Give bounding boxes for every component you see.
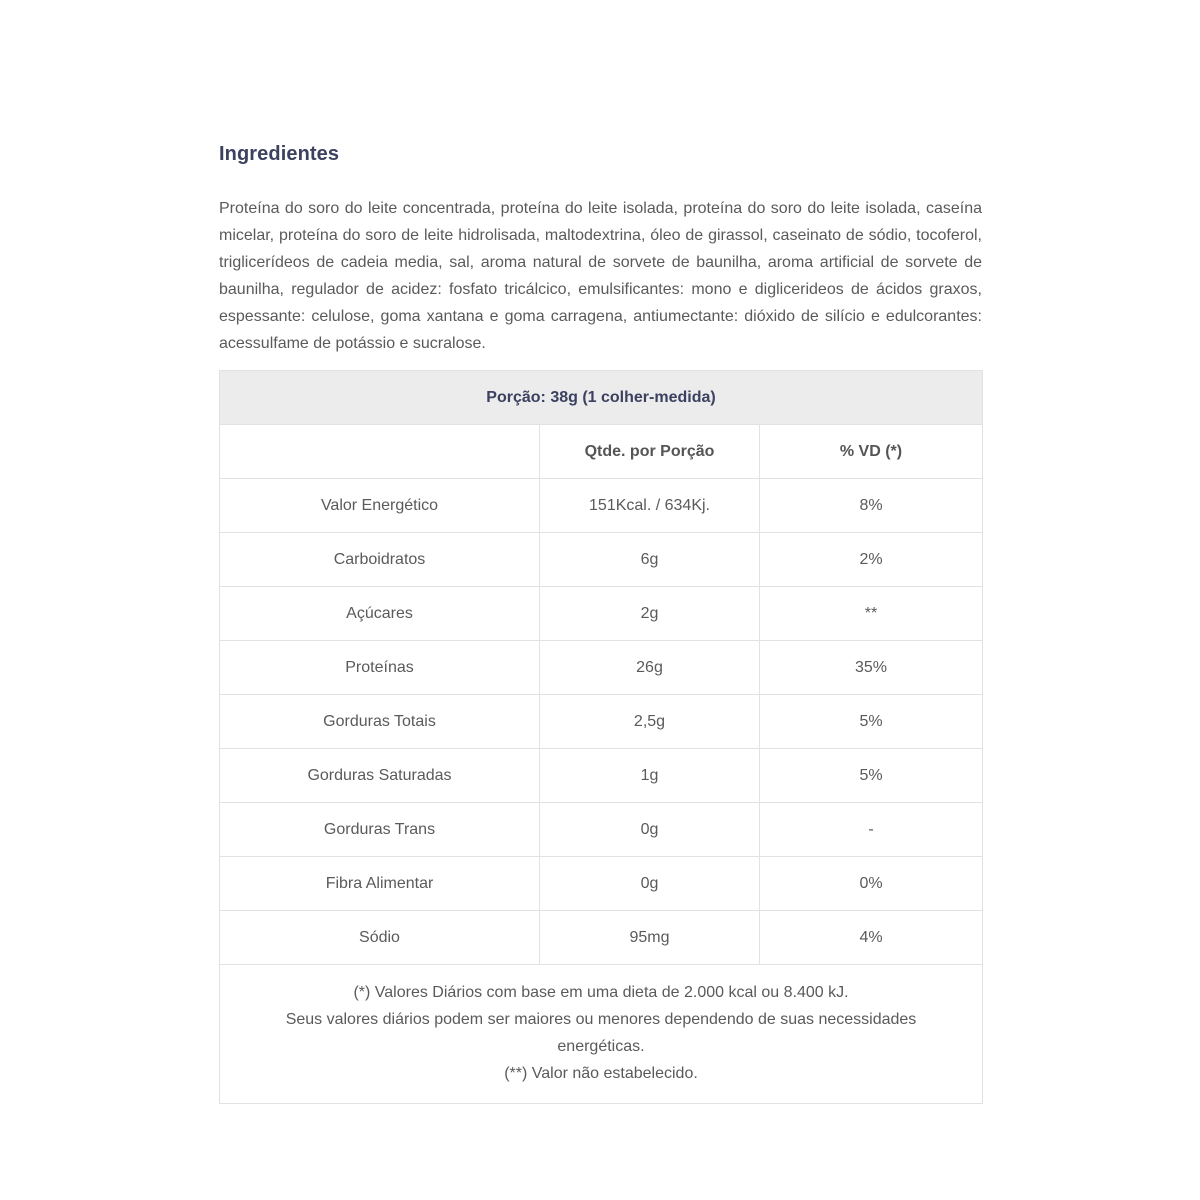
nutrient-daily-value: 8% xyxy=(760,479,983,533)
table-row xyxy=(220,695,983,749)
nutrient-daily-value: 5% xyxy=(760,749,983,803)
nutrient-name: Proteínas xyxy=(220,641,540,695)
nutrient-amount: 2,5g xyxy=(540,695,760,749)
nutrient-daily-value: 4% xyxy=(760,911,983,965)
nutrient-daily-value: 5% xyxy=(760,695,983,749)
nutrient-daily-value: 35% xyxy=(760,641,983,695)
table-row xyxy=(220,803,983,857)
footnotes-row xyxy=(220,965,983,1104)
table-row xyxy=(220,533,983,587)
footnote-individual-needs: Seus valores diários podem ser maiores ou menores dependendo de suas necessidades energéticas. xyxy=(285,1011,917,1055)
nutrient-amount: 95mg xyxy=(540,911,760,965)
nutrient-daily-value: 0% xyxy=(760,857,983,911)
nutrient-name: Gorduras Saturadas xyxy=(220,749,540,803)
table-row xyxy=(220,749,983,803)
footnote-daily-values: (*) Valores Diários com base em uma dieta de 2.000 kcal ou 8.400 kJ. xyxy=(353,984,849,1001)
ingredients-title: Ingredientes xyxy=(219,143,340,165)
portion-row xyxy=(220,371,983,425)
nutrient-name: Sódio xyxy=(220,911,540,965)
nutrient-daily-value: ** xyxy=(760,587,983,641)
nutrient-name: Gorduras Totais xyxy=(220,695,540,749)
nutrient-amount: 0g xyxy=(540,803,760,857)
nutrition-table xyxy=(219,370,983,1104)
product-details xyxy=(219,140,982,1104)
column-header-nutrient xyxy=(220,425,540,479)
nutrient-amount: 151Kcal. / 634Kj. xyxy=(540,479,760,533)
footnote-not-established: (**) Valor não estabelecido. xyxy=(504,1065,698,1082)
nutrient-name: Fibra Alimentar xyxy=(220,857,540,911)
nutrient-daily-value: 2% xyxy=(760,533,983,587)
nutrient-amount: 0g xyxy=(540,857,760,911)
column-header-amount: Qtde. por Porção xyxy=(540,425,760,479)
nutrient-daily-value: - xyxy=(760,803,983,857)
nutrient-amount: 2g xyxy=(540,587,760,641)
column-header-daily-value: % VD (*) xyxy=(760,425,983,479)
nutrient-amount: 6g xyxy=(540,533,760,587)
column-header-row xyxy=(220,425,983,479)
table-row xyxy=(220,857,983,911)
footnotes xyxy=(220,965,983,1104)
nutrient-name: Valor Energético xyxy=(220,479,540,533)
table-row xyxy=(220,479,983,533)
nutrient-name: Açúcares xyxy=(220,587,540,641)
table-row xyxy=(220,587,983,641)
portion-size: Porção: 38g (1 colher-medida) xyxy=(220,371,983,425)
table-row xyxy=(220,911,983,965)
nutrient-name: Gorduras Trans xyxy=(220,803,540,857)
nutrient-amount: 26g xyxy=(540,641,760,695)
ingredients-text: Proteína do soro do leite concentrada, proteína do leite isolada, proteína do soro do leite isolada, caseína micelar, proteína do soro de leite hidrolisada, maltodextrina, óleo de girassol, caseinato de sódio, tocoferol, triglicerídeos de cadeia media, sal, aroma natural de sorvete de baunilha, aroma artificial de sorvete de baunilha, regulador de acidez: fosfato tricálcico, emulsificantes: mono e diglicerideos de ácidos graxos, espessante: celulose, goma xantana e goma carragena, antiumectante: dióxido de silício e edulcorantes: acessulfame de potássio e sucralose. xyxy=(219,200,982,352)
nutrient-amount: 1g xyxy=(540,749,760,803)
table-row xyxy=(220,641,983,695)
nutrient-name: Carboidratos xyxy=(220,533,540,587)
